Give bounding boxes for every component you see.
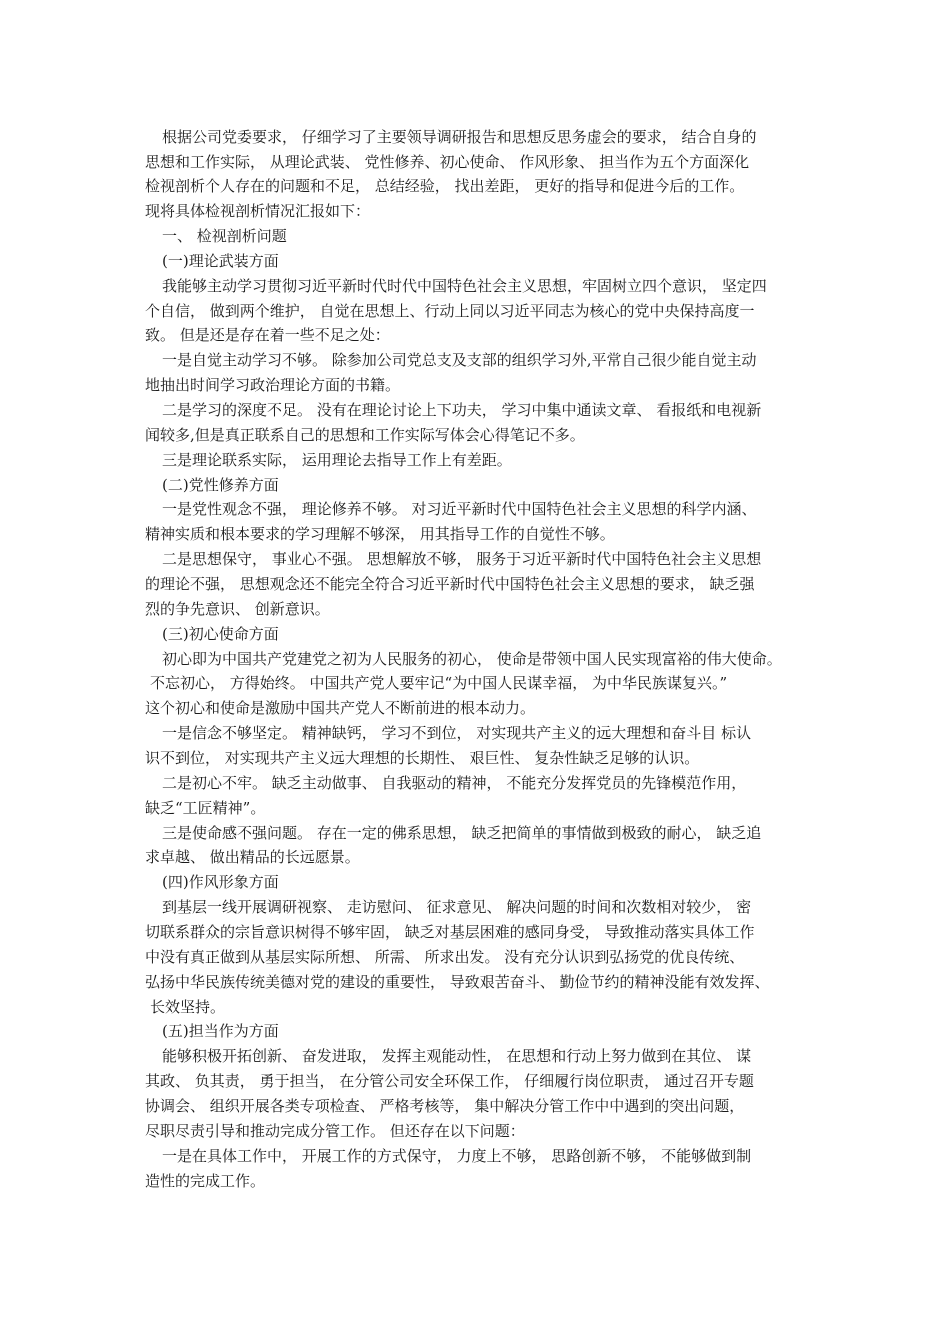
text-line: 长效坚持。	[150, 998, 226, 1016]
text-line: 一是党性观念不强， 理论修养不够。 对习近平新时代中国特色社会主义思想的科学内涵、	[162, 500, 757, 518]
text-line: 初心即为中国共产党建党之初为人民服务的初心， 使命是带领中国人民实现富裕的伟大使命。	[162, 650, 782, 668]
text-line: 个自信， 做到两个维护， 自觉在思想上、行动上同以习近平同志为核心的党中央保持高度一	[145, 302, 755, 320]
section-heading: 一、 检视剖析问题	[162, 227, 287, 245]
text-line: 切联系群众的宗旨意识树得不够牢固， 缺乏对基层困难的感同身受， 导致推动落实具体工作	[145, 923, 755, 941]
text-line: 中没有真正做到从基层实际所想、 所需、 所求出发。 没有充分认识到弘扬党的优良传统、	[145, 948, 745, 966]
text-line: 地抽出时间学习政治理论方面的书籍。	[145, 376, 401, 394]
text-line: 根据公司党委要求， 仔细学习了主要领导调研报告和思想反思务虚会的要求， 结合自身的	[162, 128, 757, 146]
text-line: 现将具体检视剖析情况汇报如下：	[145, 202, 371, 220]
subsection-heading: (三)初心使命方面	[162, 625, 279, 643]
text-line: 尽职尽责引导和推动完成分管工作。 但还存在以下问题：	[145, 1122, 525, 1140]
text-line: 闻较多,但是真正联系自己的思想和工作实际写体会心得笔记不多。	[145, 426, 585, 444]
text-line: 能够积极开拓创新、 奋发进取， 发挥主观能动性， 在思想和行动上努力做到在其位、 谋	[162, 1047, 752, 1065]
text-line: 致。 但是还是存在着一些不足之处：	[145, 326, 390, 344]
text-line: 三是理论联系实际， 运用理论去指导工作上有差距。	[162, 451, 512, 469]
text-line: 一是在具体工作中， 开展工作的方式保守， 力度上不够， 思路创新不够， 不能够做到制	[162, 1147, 752, 1165]
text-line: 协调会、 组织开展各类专项检查、 严格考核等， 集中解决分管工作中中遇到的突出问题，	[145, 1097, 745, 1115]
text-line: 检视剖析个人存在的问题和不足， 总结经验， 找出差距， 更好的指导和促进今后的工作。	[145, 177, 745, 195]
text-line: 不忘初心， 方得始终。 中国共产党人要牢记“为中国人民谋幸福， 为中华民族谋复兴。”	[150, 674, 728, 692]
text-line: 缺乏“工匠精神”。	[145, 799, 266, 817]
text-line: 二是学习的深度不足。 没有在理论讨论上下功夫， 学习中集中通读文章、 看报纸和电视新	[162, 401, 762, 419]
text-line: 二是思想保守， 事业心不强。 思想解放不够， 服务于习近平新时代中国特色社会主义思想	[162, 550, 762, 568]
text-line: 其政、 负其责， 勇于担当， 在分管公司安全环保工作， 仔细履行岗位职责， 通过召开专题	[145, 1072, 754, 1090]
text-line: 三是使命感不强问题。 存在一定的佛系思想， 缺乏把简单的事情做到极致的耐心， 缺乏追	[162, 824, 762, 842]
text-line: 到基层一线开展调研视察、 走访慰问、 征求意见、 解决问题的时间和次数相对较少， 密	[162, 898, 752, 916]
text-line: 求卓越、 做出精品的长远愿景。	[145, 848, 360, 866]
subsection-heading: (一)理论武装方面	[162, 252, 279, 270]
text-line: 精神实质和根本要求的学习理解不够深， 用其指导工作的自觉性不够。	[145, 525, 615, 543]
text-line: 这个初心和使命是激励中国共产党人不断前进的根本动力。	[145, 699, 536, 717]
text-line: 弘扬中华民族传统美德对党的建设的重要性， 导致艰苦奋斗、 勤俭节约的精神没能有效发挥、	[145, 973, 770, 991]
text-line: 二是初心不牢。 缺乏主动做事、 自我驱动的精神， 不能充分发挥党员的先锋模范作用，	[162, 774, 747, 792]
text-line: 的理论不强， 思想观念还不能完全符合习近平新时代中国特色社会主义思想的要求， 缺乏强	[145, 575, 755, 593]
subsection-heading: (四)作风形象方面	[162, 873, 279, 891]
subsection-heading: (二)党性修养方面	[162, 476, 279, 494]
text-line: 思想和工作实际， 从理论武装、 党性修养、初心使命、 作风形象、 担当作为五个方面深化	[145, 153, 750, 171]
subsection-heading: (五)担当作为方面	[162, 1022, 279, 1040]
text-line: 一是自觉主动学习不够。 除参加公司党总支及支部的组织学习外,平常自己很少能自觉主动	[162, 351, 757, 369]
text-line: 一是信念不够坚定。 精神缺钙， 学习不到位， 对实现共产主义的远大理想和奋斗目 标认	[162, 724, 752, 742]
text-line: 造性的完成工作。	[145, 1172, 266, 1190]
text-line: 烈的争先意识、 创新意识。	[145, 600, 330, 618]
text-line: 我能够主动学习贯彻习近平新时代时代中国特色社会主义思想，牢固树立四个意识， 坚定四	[162, 277, 767, 295]
text-line: 识不到位， 对实现共产主义远大理想的长期性、 艰巨性、 复杂性缺乏足够的认识。	[145, 749, 700, 767]
